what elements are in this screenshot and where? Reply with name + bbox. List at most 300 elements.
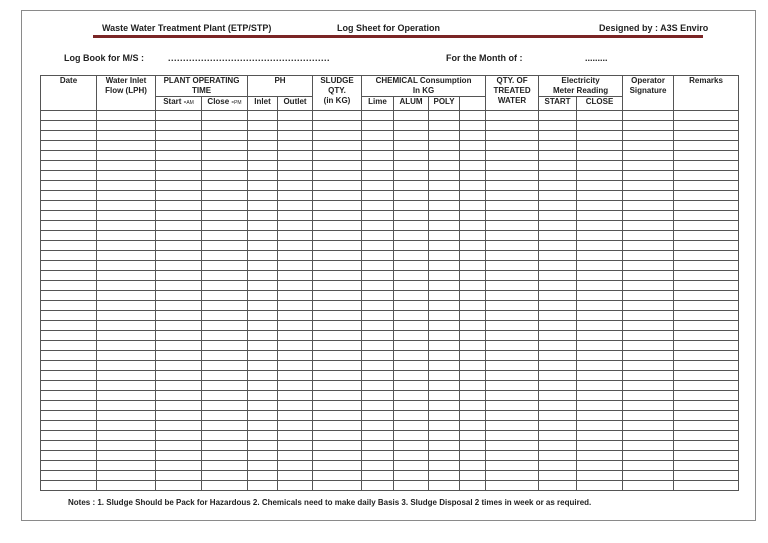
table-cell[interactable]: [623, 311, 674, 321]
table-cell[interactable]: [486, 161, 539, 171]
table-cell[interactable]: [394, 411, 429, 421]
table-cell[interactable]: [156, 371, 202, 381]
table-cell[interactable]: [202, 191, 248, 201]
table-cell[interactable]: [362, 211, 394, 221]
table-cell[interactable]: [97, 231, 156, 241]
table-cell[interactable]: [623, 351, 674, 361]
table-cell[interactable]: [460, 421, 486, 431]
table-cell[interactable]: [156, 201, 202, 211]
table-cell[interactable]: [156, 421, 202, 431]
table-cell[interactable]: [623, 411, 674, 421]
table-cell[interactable]: [623, 431, 674, 441]
table-cell[interactable]: [362, 201, 394, 211]
table-cell[interactable]: [202, 201, 248, 211]
table-cell[interactable]: [156, 261, 202, 271]
table-cell[interactable]: [41, 451, 97, 461]
table-cell[interactable]: [623, 111, 674, 121]
table-cell[interactable]: [394, 391, 429, 401]
table-cell[interactable]: [486, 391, 539, 401]
table-cell[interactable]: [623, 141, 674, 151]
table-cell[interactable]: [623, 381, 674, 391]
table-cell[interactable]: [577, 171, 623, 181]
table-cell[interactable]: [313, 421, 362, 431]
table-cell[interactable]: [460, 401, 486, 411]
table-cell[interactable]: [41, 351, 97, 361]
table-cell[interactable]: [394, 421, 429, 431]
table-cell[interactable]: [278, 191, 313, 201]
table-cell[interactable]: [248, 381, 278, 391]
table-cell[interactable]: [539, 311, 577, 321]
table-cell[interactable]: [394, 121, 429, 131]
table-cell[interactable]: [156, 331, 202, 341]
table-cell[interactable]: [486, 361, 539, 371]
table-cell[interactable]: [202, 361, 248, 371]
table-cell[interactable]: [278, 331, 313, 341]
table-cell[interactable]: [156, 121, 202, 131]
table-cell[interactable]: [248, 481, 278, 491]
table-cell[interactable]: [539, 341, 577, 351]
table-cell[interactable]: [156, 251, 202, 261]
table-cell[interactable]: [41, 281, 97, 291]
table-cell[interactable]: [460, 321, 486, 331]
table-cell[interactable]: [248, 131, 278, 141]
table-cell[interactable]: [539, 431, 577, 441]
table-cell[interactable]: [539, 201, 577, 211]
table-cell[interactable]: [313, 221, 362, 231]
table-cell[interactable]: [202, 381, 248, 391]
table-cell[interactable]: [429, 141, 460, 151]
table-cell[interactable]: [362, 251, 394, 261]
table-cell[interactable]: [248, 211, 278, 221]
table-cell[interactable]: [41, 371, 97, 381]
table-cell[interactable]: [248, 431, 278, 441]
table-cell[interactable]: [674, 171, 739, 181]
table-cell[interactable]: [313, 281, 362, 291]
table-cell[interactable]: [539, 281, 577, 291]
table-cell[interactable]: [486, 121, 539, 131]
table-cell[interactable]: [362, 331, 394, 341]
table-cell[interactable]: [97, 291, 156, 301]
table-cell[interactable]: [156, 381, 202, 391]
table-cell[interactable]: [362, 341, 394, 351]
table-cell[interactable]: [394, 351, 429, 361]
table-cell[interactable]: [41, 331, 97, 341]
table-cell[interactable]: [202, 131, 248, 141]
table-cell[interactable]: [394, 401, 429, 411]
table-cell[interactable]: [460, 221, 486, 231]
table-cell[interactable]: [41, 171, 97, 181]
table-cell[interactable]: [394, 271, 429, 281]
table-cell[interactable]: [313, 211, 362, 221]
table-cell[interactable]: [156, 161, 202, 171]
table-cell[interactable]: [539, 161, 577, 171]
table-cell[interactable]: [674, 151, 739, 161]
table-cell[interactable]: [460, 171, 486, 181]
table-cell[interactable]: [429, 241, 460, 251]
table-cell[interactable]: [202, 161, 248, 171]
table-cell[interactable]: [313, 461, 362, 471]
table-cell[interactable]: [248, 181, 278, 191]
table-cell[interactable]: [486, 401, 539, 411]
table-cell[interactable]: [97, 131, 156, 141]
table-cell[interactable]: [539, 391, 577, 401]
table-cell[interactable]: [394, 161, 429, 171]
table-cell[interactable]: [539, 131, 577, 141]
table-cell[interactable]: [429, 351, 460, 361]
table-cell[interactable]: [97, 451, 156, 461]
table-cell[interactable]: [674, 251, 739, 261]
table-cell[interactable]: [539, 451, 577, 461]
table-cell[interactable]: [278, 231, 313, 241]
table-cell[interactable]: [41, 211, 97, 221]
table-cell[interactable]: [429, 471, 460, 481]
table-cell[interactable]: [577, 331, 623, 341]
table-cell[interactable]: [313, 471, 362, 481]
table-cell[interactable]: [202, 181, 248, 191]
table-cell[interactable]: [156, 341, 202, 351]
table-cell[interactable]: [97, 261, 156, 271]
table-cell[interactable]: [674, 261, 739, 271]
table-cell[interactable]: [539, 261, 577, 271]
table-cell[interactable]: [577, 461, 623, 471]
table-cell[interactable]: [394, 331, 429, 341]
table-cell[interactable]: [156, 141, 202, 151]
table-cell[interactable]: [362, 481, 394, 491]
table-cell[interactable]: [41, 141, 97, 151]
table-cell[interactable]: [97, 201, 156, 211]
table-cell[interactable]: [486, 481, 539, 491]
table-cell[interactable]: [394, 111, 429, 121]
table-cell[interactable]: [674, 391, 739, 401]
table-cell[interactable]: [674, 141, 739, 151]
table-cell[interactable]: [278, 241, 313, 251]
table-cell[interactable]: [248, 161, 278, 171]
table-cell[interactable]: [539, 241, 577, 251]
table-cell[interactable]: [674, 401, 739, 411]
table-cell[interactable]: [460, 451, 486, 461]
table-cell[interactable]: [202, 341, 248, 351]
table-cell[interactable]: [278, 221, 313, 231]
table-cell[interactable]: [394, 211, 429, 221]
table-cell[interactable]: [156, 351, 202, 361]
table-cell[interactable]: [156, 471, 202, 481]
table-cell[interactable]: [539, 361, 577, 371]
table-cell[interactable]: [394, 251, 429, 261]
table-cell[interactable]: [460, 211, 486, 221]
table-cell[interactable]: [429, 191, 460, 201]
table-cell[interactable]: [202, 421, 248, 431]
table-cell[interactable]: [539, 401, 577, 411]
table-cell[interactable]: [248, 261, 278, 271]
table-cell[interactable]: [460, 391, 486, 401]
table-cell[interactable]: [460, 231, 486, 241]
table-cell[interactable]: [97, 361, 156, 371]
table-cell[interactable]: [674, 461, 739, 471]
table-cell[interactable]: [97, 311, 156, 321]
table-cell[interactable]: [577, 161, 623, 171]
table-cell[interactable]: [429, 441, 460, 451]
table-cell[interactable]: [278, 361, 313, 371]
table-cell[interactable]: [674, 131, 739, 141]
table-cell[interactable]: [429, 361, 460, 371]
table-cell[interactable]: [486, 201, 539, 211]
table-cell[interactable]: [278, 441, 313, 451]
table-cell[interactable]: [577, 111, 623, 121]
table-cell[interactable]: [486, 381, 539, 391]
table-cell[interactable]: [313, 161, 362, 171]
table-cell[interactable]: [41, 481, 97, 491]
table-cell[interactable]: [97, 431, 156, 441]
table-cell[interactable]: [486, 291, 539, 301]
table-cell[interactable]: [278, 371, 313, 381]
table-cell[interactable]: [394, 151, 429, 161]
table-cell[interactable]: [674, 311, 739, 321]
table-cell[interactable]: [394, 441, 429, 451]
table-cell[interactable]: [362, 351, 394, 361]
table-cell[interactable]: [623, 191, 674, 201]
table-cell[interactable]: [394, 281, 429, 291]
table-cell[interactable]: [394, 201, 429, 211]
table-cell[interactable]: [41, 121, 97, 131]
table-cell[interactable]: [313, 381, 362, 391]
table-cell[interactable]: [97, 351, 156, 361]
table-cell[interactable]: [362, 141, 394, 151]
table-cell[interactable]: [577, 351, 623, 361]
table-cell[interactable]: [156, 221, 202, 231]
table-cell[interactable]: [674, 231, 739, 241]
table-cell[interactable]: [41, 341, 97, 351]
table-cell[interactable]: [278, 151, 313, 161]
table-cell[interactable]: [486, 191, 539, 201]
table-cell[interactable]: [248, 391, 278, 401]
table-cell[interactable]: [97, 171, 156, 181]
table-cell[interactable]: [623, 391, 674, 401]
table-cell[interactable]: [539, 271, 577, 281]
table-cell[interactable]: [577, 451, 623, 461]
table-cell[interactable]: [577, 371, 623, 381]
table-cell[interactable]: [248, 281, 278, 291]
table-cell[interactable]: [486, 461, 539, 471]
table-cell[interactable]: [577, 271, 623, 281]
table-cell[interactable]: [97, 371, 156, 381]
table-cell[interactable]: [202, 291, 248, 301]
table-cell[interactable]: [577, 241, 623, 251]
table-cell[interactable]: [394, 261, 429, 271]
table-cell[interactable]: [313, 261, 362, 271]
table-cell[interactable]: [97, 341, 156, 351]
table-cell[interactable]: [394, 191, 429, 201]
table-cell[interactable]: [429, 431, 460, 441]
table-cell[interactable]: [202, 451, 248, 461]
table-cell[interactable]: [97, 471, 156, 481]
table-cell[interactable]: [313, 411, 362, 421]
table-cell[interactable]: [313, 361, 362, 371]
table-cell[interactable]: [460, 441, 486, 451]
table-cell[interactable]: [623, 291, 674, 301]
table-cell[interactable]: [278, 391, 313, 401]
table-cell[interactable]: [577, 481, 623, 491]
table-cell[interactable]: [486, 411, 539, 421]
table-cell[interactable]: [202, 401, 248, 411]
table-cell[interactable]: [248, 121, 278, 131]
table-cell[interactable]: [248, 461, 278, 471]
table-cell[interactable]: [539, 321, 577, 331]
table-cell[interactable]: [202, 231, 248, 241]
table-cell[interactable]: [313, 341, 362, 351]
table-cell[interactable]: [278, 271, 313, 281]
table-cell[interactable]: [156, 481, 202, 491]
table-cell[interactable]: [41, 271, 97, 281]
table-cell[interactable]: [394, 131, 429, 141]
table-cell[interactable]: [248, 141, 278, 151]
table-cell[interactable]: [41, 161, 97, 171]
table-cell[interactable]: [394, 231, 429, 241]
table-cell[interactable]: [486, 351, 539, 361]
table-cell[interactable]: [313, 131, 362, 141]
table-cell[interactable]: [362, 191, 394, 201]
table-cell[interactable]: [313, 351, 362, 361]
table-cell[interactable]: [674, 411, 739, 421]
table-cell[interactable]: [248, 321, 278, 331]
table-cell[interactable]: [41, 131, 97, 141]
table-cell[interactable]: [97, 411, 156, 421]
table-cell[interactable]: [97, 271, 156, 281]
table-cell[interactable]: [539, 351, 577, 361]
table-cell[interactable]: [460, 251, 486, 261]
table-cell[interactable]: [362, 421, 394, 431]
table-cell[interactable]: [394, 291, 429, 301]
table-cell[interactable]: [362, 161, 394, 171]
table-cell[interactable]: [41, 261, 97, 271]
table-cell[interactable]: [460, 381, 486, 391]
table-cell[interactable]: [278, 201, 313, 211]
table-cell[interactable]: [577, 381, 623, 391]
table-cell[interactable]: [674, 351, 739, 361]
table-cell[interactable]: [362, 221, 394, 231]
table-cell[interactable]: [623, 121, 674, 131]
table-cell[interactable]: [460, 131, 486, 141]
table-cell[interactable]: [394, 471, 429, 481]
table-cell[interactable]: [460, 271, 486, 281]
table-cell[interactable]: [156, 361, 202, 371]
table-cell[interactable]: [623, 231, 674, 241]
table-cell[interactable]: [278, 451, 313, 461]
table-cell[interactable]: [156, 441, 202, 451]
table-cell[interactable]: [486, 251, 539, 261]
table-cell[interactable]: [248, 111, 278, 121]
table-cell[interactable]: [156, 211, 202, 221]
table-cell[interactable]: [248, 151, 278, 161]
table-cell[interactable]: [577, 261, 623, 271]
table-cell[interactable]: [362, 151, 394, 161]
table-cell[interactable]: [486, 421, 539, 431]
table-cell[interactable]: [486, 151, 539, 161]
table-cell[interactable]: [623, 221, 674, 231]
table-cell[interactable]: [156, 111, 202, 121]
table-cell[interactable]: [313, 171, 362, 181]
table-cell[interactable]: [623, 181, 674, 191]
table-cell[interactable]: [539, 211, 577, 221]
table-cell[interactable]: [394, 171, 429, 181]
table-cell[interactable]: [394, 241, 429, 251]
table-cell[interactable]: [278, 121, 313, 131]
table-cell[interactable]: [362, 121, 394, 131]
table-cell[interactable]: [313, 121, 362, 131]
table-cell[interactable]: [278, 321, 313, 331]
table-cell[interactable]: [202, 431, 248, 441]
table-cell[interactable]: [486, 331, 539, 341]
table-cell[interactable]: [486, 431, 539, 441]
table-cell[interactable]: [97, 461, 156, 471]
table-cell[interactable]: [623, 171, 674, 181]
table-cell[interactable]: [362, 451, 394, 461]
table-cell[interactable]: [97, 301, 156, 311]
table-cell[interactable]: [460, 481, 486, 491]
table-cell[interactable]: [429, 481, 460, 491]
table-cell[interactable]: [362, 111, 394, 121]
table-cell[interactable]: [674, 451, 739, 461]
table-cell[interactable]: [460, 161, 486, 171]
table-cell[interactable]: [278, 411, 313, 421]
table-cell[interactable]: [248, 331, 278, 341]
table-cell[interactable]: [674, 271, 739, 281]
table-cell[interactable]: [460, 471, 486, 481]
table-cell[interactable]: [577, 441, 623, 451]
table-cell[interactable]: [362, 281, 394, 291]
table-cell[interactable]: [97, 111, 156, 121]
table-cell[interactable]: [486, 261, 539, 271]
table-cell[interactable]: [278, 421, 313, 431]
table-cell[interactable]: [539, 301, 577, 311]
table-cell[interactable]: [97, 161, 156, 171]
table-cell[interactable]: [460, 461, 486, 471]
table-cell[interactable]: [429, 161, 460, 171]
table-cell[interactable]: [202, 321, 248, 331]
table-cell[interactable]: [429, 121, 460, 131]
table-cell[interactable]: [486, 281, 539, 291]
table-cell[interactable]: [486, 451, 539, 461]
table-cell[interactable]: [577, 231, 623, 241]
table-cell[interactable]: [623, 321, 674, 331]
table-cell[interactable]: [394, 481, 429, 491]
table-cell[interactable]: [278, 211, 313, 221]
table-cell[interactable]: [623, 341, 674, 351]
table-cell[interactable]: [97, 211, 156, 221]
table-cell[interactable]: [486, 111, 539, 121]
table-cell[interactable]: [202, 141, 248, 151]
table-cell[interactable]: [156, 461, 202, 471]
table-cell[interactable]: [248, 201, 278, 211]
table-cell[interactable]: [362, 381, 394, 391]
table-cell[interactable]: [674, 121, 739, 131]
table-cell[interactable]: [674, 471, 739, 481]
table-cell[interactable]: [394, 321, 429, 331]
table-cell[interactable]: [41, 411, 97, 421]
table-cell[interactable]: [577, 291, 623, 301]
table-cell[interactable]: [623, 241, 674, 251]
table-cell[interactable]: [460, 371, 486, 381]
table-cell[interactable]: [156, 271, 202, 281]
table-cell[interactable]: [97, 401, 156, 411]
table-cell[interactable]: [41, 431, 97, 441]
table-cell[interactable]: [394, 181, 429, 191]
table-cell[interactable]: [460, 281, 486, 291]
table-cell[interactable]: [429, 401, 460, 411]
table-cell[interactable]: [577, 221, 623, 231]
table-cell[interactable]: [41, 421, 97, 431]
table-cell[interactable]: [313, 271, 362, 281]
table-cell[interactable]: [394, 431, 429, 441]
